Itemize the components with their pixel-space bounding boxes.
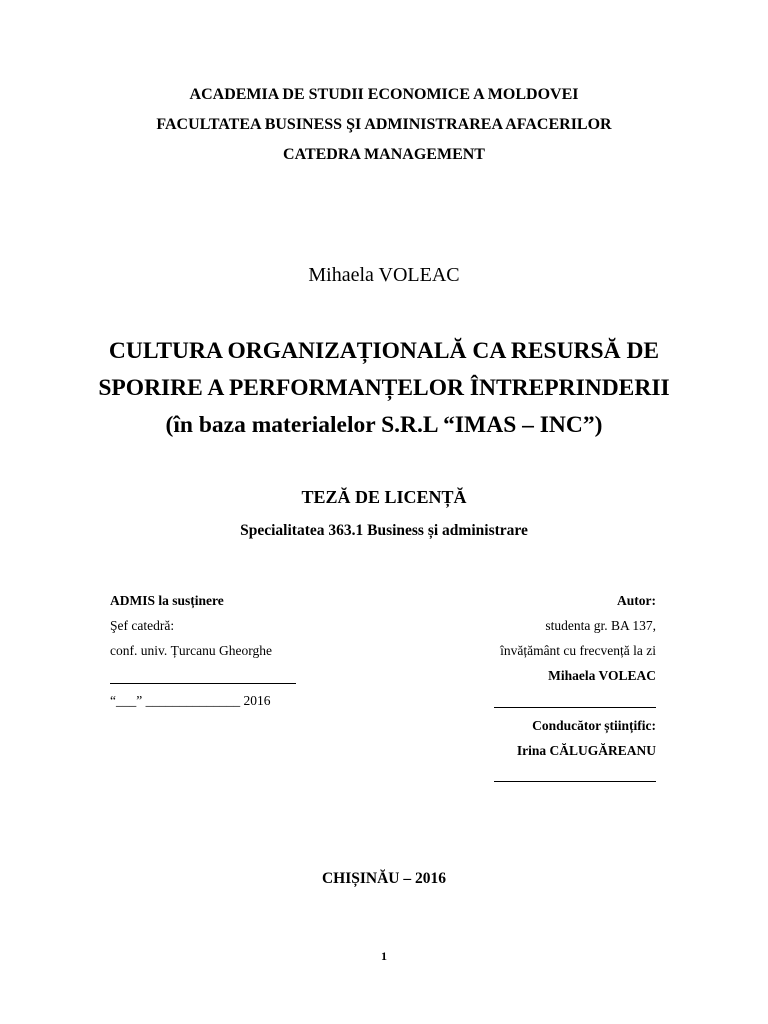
author-name-heading: Mihaela VOLEAC: [308, 264, 460, 286]
author-name-signature: Mihaela VOLEAC: [548, 668, 656, 683]
student-group: studenta gr. BA 137,: [545, 618, 656, 633]
department-name: CATEDRA MANAGEMENT: [283, 146, 485, 163]
head-of-department-name: conf. univ. Țurcanu Gheorghe: [110, 643, 272, 658]
approval-date-line: “___” ______________ 2016: [110, 693, 271, 708]
admis-label: ADMIS la susținere: [110, 593, 224, 608]
supervisor-label: Conducător științific:: [532, 718, 656, 733]
thesis-title-line-3: (în baza materialelor S.R.L “IMAS – INC”): [165, 412, 603, 438]
city-year: CHIȘINĂU – 2016: [321, 870, 446, 887]
thesis-title-line-2: SPORIRE A PERFORMANȚELOR ÎNTREPRINDERII: [98, 375, 670, 401]
author-label: Autor:: [617, 593, 656, 608]
supervisor-name: Irina CĂLUGĂREANU: [516, 743, 656, 758]
author-signature-line: [494, 707, 656, 708]
specialty: Specialitatea 363.1 Business și administrare: [240, 522, 528, 539]
study-form: învățământ cu frecvență la zi: [500, 643, 656, 658]
faculty-name: FACULTATEA BUSINESS ŞI ADMINISTRAREA AFACERILOR: [156, 116, 612, 133]
thesis-title-line-1: CULTURA ORGANIZAȚIONALĂ CA RESURSĂ DE: [108, 338, 660, 364]
thesis-type: TEZĂ DE LICENȚĂ: [301, 487, 467, 507]
academy-name: ACADEMIA DE STUDII ECONOMICE A MOLDOVEI: [189, 86, 579, 103]
head-signature-line: [110, 683, 296, 684]
supervisor-signature-line: [494, 781, 656, 782]
page-number: 1: [381, 949, 387, 963]
head-of-department-label: Şef catedră:: [110, 618, 175, 633]
